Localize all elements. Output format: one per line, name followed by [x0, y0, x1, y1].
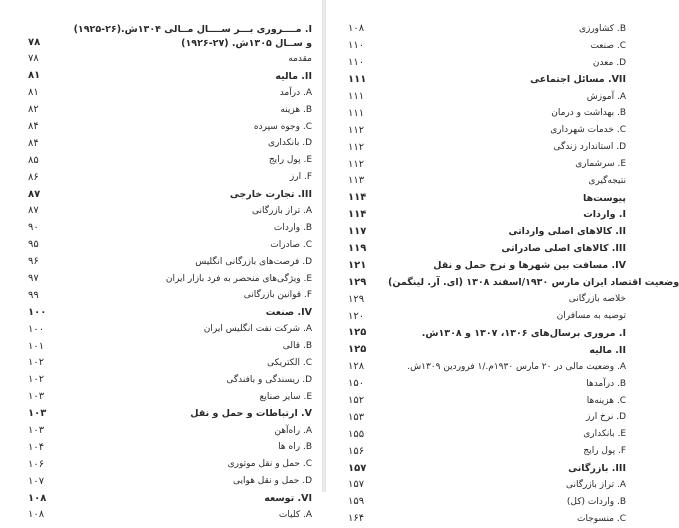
toc-page-number: ۱۰۰ [28, 306, 47, 318]
toc-page-number: ۱۱۷ [348, 226, 367, 238]
toc-page-number: ۱۱۰ [348, 40, 365, 52]
toc-entry [28, 152, 312, 169]
toc-entry [28, 423, 312, 440]
toc-entry [348, 325, 626, 342]
toc-page-number: ۸۴ [28, 137, 39, 149]
toc-entry [28, 85, 312, 102]
toc-page-number: ۷۸ [28, 37, 41, 48]
toc-page-number: ۱۰۸ [348, 23, 365, 35]
toc-item-label: E. سرشماری [575, 159, 626, 170]
toc-page-number: ۱۲۹ [348, 276, 367, 288]
toc-page-number: ۱۱۴ [348, 192, 367, 204]
toc-entry [348, 460, 626, 477]
toc-entry [28, 473, 312, 490]
toc-entry [28, 271, 312, 288]
toc-entry [28, 51, 312, 68]
toc-page-number: ۱۰۲ [28, 357, 45, 369]
toc-item-label: خلاصه بازرگانی [568, 294, 626, 305]
toc-item-label: D. نرخ ارز [586, 412, 626, 423]
toc-entry [348, 409, 626, 426]
toc-page-number: ۱۱۱ [348, 107, 365, 119]
toc-item-label: A. شرکت نفت انگلیس ایران [203, 324, 312, 335]
toc-page-number: ۱۵۳ [348, 411, 365, 423]
toc-item-label: E. پول رایج [268, 155, 312, 166]
toc-section-heading: پیوست‌ها [583, 192, 626, 204]
toc-page-number: ۱۵۶ [348, 445, 365, 457]
toc-page-number: ۸۷ [28, 205, 39, 217]
toc-item-label: B. راه ها [278, 442, 312, 453]
toc-entry [348, 291, 626, 308]
toc-entry [28, 254, 312, 271]
toc-item-label: C. حمل و نقل موتوری [227, 459, 312, 470]
toc-page-number: ۱۵۰ [348, 378, 365, 390]
toc-entry [28, 186, 312, 203]
toc-entry [28, 389, 312, 406]
toc-item-label: E. سایر صنایع [259, 391, 312, 402]
toc-entry [28, 406, 312, 423]
toc-entry [348, 224, 626, 241]
toc-page-number: ۱۵۵ [348, 428, 365, 440]
toc-page-number: ۱۰۳ [28, 391, 45, 403]
toc-item-label: E. ویژگی‌های منحصر به فرد بازار ایران [165, 273, 312, 284]
toc-section-heading: III. بازرگانی [568, 462, 626, 474]
toc-page-number: ۱۱۱ [348, 74, 367, 86]
toc-item-label: B. بهداشت و درمان [551, 108, 626, 119]
toc-entry [348, 511, 626, 528]
toc-page-number: ۱۰۳ [28, 425, 45, 437]
toc-entry [348, 105, 626, 122]
toc-page-number: ۱۲۵ [348, 344, 367, 356]
toc-list-right [326, 21, 679, 528]
toc-page-number: ۹۰ [28, 222, 39, 234]
toc-entry [348, 443, 626, 460]
toc-entry [28, 102, 312, 119]
toc-item-label: D. فرصت‌های بازرگانی انگلیس [195, 256, 312, 267]
toc-entry [28, 338, 312, 355]
toc-entry [28, 203, 312, 220]
toc-item-label: B. هزینه [280, 104, 312, 115]
toc-page-number: ۱۰۷ [28, 475, 45, 487]
toc-page-number: ۱۱۲ [348, 141, 365, 153]
toc-item-label: B. واردات (کل) [566, 496, 626, 507]
toc-page-number: ۸۷ [28, 188, 41, 200]
toc-entry [28, 21, 312, 51]
toc-entry [28, 304, 312, 321]
toc-page-number: ۱۰۴ [28, 441, 45, 453]
toc-page-number: ۱۵۷ [348, 479, 365, 491]
toc-entry [348, 139, 626, 156]
toc-section-heading: I. مروری برسال‌های ۱۳۰۶، ۱۳۰۷ و ۱۳۰۸ش. [421, 327, 626, 339]
toc-page-number: ۱۱۴ [348, 209, 367, 221]
toc-item-label: C. الکتریکی [267, 357, 312, 368]
toc-entry [348, 173, 626, 190]
toc-page-number: ۹۵ [28, 239, 39, 251]
toc-item-label: C. منسوجات [576, 513, 626, 524]
toc-page-number: ۱۲۰ [348, 310, 365, 322]
toc-item-label: A. آموزش [586, 91, 626, 102]
toc-entry [28, 237, 312, 254]
toc-entry [28, 490, 312, 507]
toc-section-heading: III. کالاهای اصلی صادراتی [501, 243, 626, 255]
toc-section-heading: II. کالاهای اصلی وارداتی [508, 226, 626, 238]
left-page [0, 0, 322, 521]
toc-item-label: B. قالی [282, 341, 312, 352]
toc-page-number: ۱۲۵ [348, 327, 367, 339]
toc-section-heading: VI. توسعه [264, 492, 312, 504]
toc-page-number: ۱۱۹ [348, 243, 367, 255]
toc-page-number: ۱۱۲ [348, 124, 365, 136]
toc-entry [28, 68, 312, 85]
toc-entry [348, 72, 626, 89]
toc-item-label: A. درآمد [279, 87, 312, 98]
toc-section-heading: III. تجارت خارجی [229, 188, 312, 200]
toc-item-label: نتیجه‌گیری [588, 175, 626, 186]
toc-entry [28, 135, 312, 152]
toc-entry [28, 287, 312, 304]
toc-section-heading: II. مالیه [275, 70, 312, 82]
toc-section-heading: I. واردات [583, 209, 626, 221]
toc-page-number: ۸۵ [28, 154, 39, 166]
toc-page-number: ۱۱۲ [348, 158, 365, 170]
toc-item-label: A. وضعیت مالی در ۲۰ مارس ۱۹۳۰م./۱ فروردین ۱۳۰۹ش. [407, 361, 626, 372]
toc-entry [28, 321, 312, 338]
toc-entry [348, 274, 679, 291]
toc-item-label: C. هزینه‌ها [586, 395, 626, 406]
toc-entry [28, 456, 312, 473]
toc-entry [348, 38, 626, 55]
toc-item-label: E. بانکداری [583, 429, 626, 440]
toc-section-heading: IV. صنعت [265, 307, 312, 319]
toc-page-number: ۱۶۴ [348, 513, 365, 525]
toc-item-label: A. تراز بازرگانی [251, 205, 312, 216]
toc-item-label: B. کشاورزی [578, 23, 626, 34]
toc-page-number: ۹۷ [28, 273, 39, 285]
toc-page-number: ۱۱۰ [348, 57, 365, 69]
toc-entry [348, 393, 626, 410]
toc-item-label: C. صادرات [270, 239, 312, 250]
toc-entry [28, 119, 312, 136]
toc-section-heading: وضعیت اقتصاد ایران مارس ۱۹۳۰/اسفند ۱۳۰۸ (ای. آر. لینگمن) [388, 277, 679, 289]
toc-page-number: ۹۹ [28, 289, 39, 301]
toc-item-label: A. تراز بازرگانی [565, 479, 626, 490]
toc-entry [348, 257, 626, 274]
toc-page-number: ۱۲۱ [348, 259, 367, 271]
toc-page-number: ۱۲۸ [348, 361, 365, 373]
toc-section-heading: I. مــــروری بـــر ســــال مــالی ۱۳۰۴ش.(۲۶-۱۹۲۵) و ســال ۱۳۰۵ش. (۲۷-۱۹۲۶) [73, 24, 312, 49]
toc-page-number: ۸۶ [28, 171, 39, 183]
toc-item-label: C. صنعت [590, 40, 626, 51]
toc-entry [28, 169, 312, 186]
toc-entry [28, 439, 312, 456]
toc-entry [348, 494, 626, 511]
toc-entry [348, 156, 626, 173]
toc-page-number: ۱۱۳ [348, 175, 365, 187]
toc-item-label: B. واردات [273, 222, 312, 233]
toc-section-heading: IV. مسافت بین شهرها و نرخ حمل و نقل [433, 260, 626, 272]
toc-entry [28, 507, 312, 524]
toc-page-number: ۱۰۱ [28, 340, 45, 352]
toc-page-number: ۱۰۲ [28, 374, 45, 386]
toc-entry [348, 342, 626, 359]
toc-item-label: D. حمل و نقل هوایی [233, 476, 312, 487]
toc-item-label: F. ارز [289, 172, 312, 183]
toc-list-left [0, 21, 322, 524]
toc-item-label: C. خدمات شهرداری [550, 125, 626, 136]
toc-item-label: مقدمه [288, 53, 312, 64]
toc-item-label: A. راه‌آهن [274, 425, 312, 436]
toc-page-number: ۱۰۸ [28, 509, 45, 521]
toc-item-label: توصیه به مسافران [556, 311, 626, 322]
toc-page-number: ۱۰۶ [28, 458, 45, 470]
toc-item-label: B. درآمدها [586, 378, 626, 389]
toc-section-heading: V. ارتباطات و حمل و نقل [190, 408, 312, 420]
toc-item-label: D. ریسندگی و بافندگی [226, 374, 312, 385]
toc-page-number: ۱۰۰ [28, 323, 45, 335]
toc-entry [28, 372, 312, 389]
toc-entry [348, 55, 626, 72]
toc-page-number: ۱۵۲ [348, 395, 365, 407]
toc-page-number: ۸۲ [28, 104, 39, 116]
toc-entry [348, 190, 626, 207]
toc-page-number: ۱۵۷ [348, 462, 367, 474]
toc-entry [348, 21, 626, 38]
toc-item-label: D. بانکداری [268, 138, 312, 149]
right-page [326, 0, 679, 525]
toc-entry [348, 308, 626, 325]
toc-page-number: ۱۰۳ [28, 408, 47, 420]
toc-item-label: F. پول رایج [583, 446, 626, 457]
toc-page-number: ۱۰۸ [28, 492, 47, 504]
toc-entry [348, 207, 626, 224]
toc-entry [348, 241, 626, 258]
toc-item-label: D. استاندارد زندگی [553, 142, 626, 153]
toc-page-number: ۸۱ [28, 70, 41, 82]
toc-page-number: ۱۵۹ [348, 496, 365, 508]
toc-entry [348, 426, 626, 443]
toc-page-number: ۷۸ [28, 53, 39, 65]
toc-entry [28, 220, 312, 237]
toc-entry [348, 122, 626, 139]
toc-section-heading: II. مالیه [589, 344, 626, 356]
toc-item-label: F. قوانین بازرگانی [243, 290, 312, 301]
toc-page-number: ۹۶ [28, 256, 39, 268]
toc-entry [28, 355, 312, 372]
toc-section-heading: VII. مسائل اجتماعی [530, 74, 626, 86]
toc-item-label: A. کلیات [278, 509, 312, 520]
toc-entry [348, 376, 626, 393]
toc-entry [348, 477, 626, 494]
toc-item-label: D. معدن [592, 57, 626, 68]
toc-page-number: ۱۲۹ [348, 293, 365, 305]
toc-item-label: C. وجوه سپرده [253, 121, 312, 132]
toc-entry [348, 359, 626, 376]
toc-page-number: ۸۱ [28, 87, 39, 99]
toc-entry [348, 89, 626, 106]
toc-page-number: ۸۴ [28, 121, 39, 132]
toc-page-number: ۱۱۱ [348, 91, 365, 102]
